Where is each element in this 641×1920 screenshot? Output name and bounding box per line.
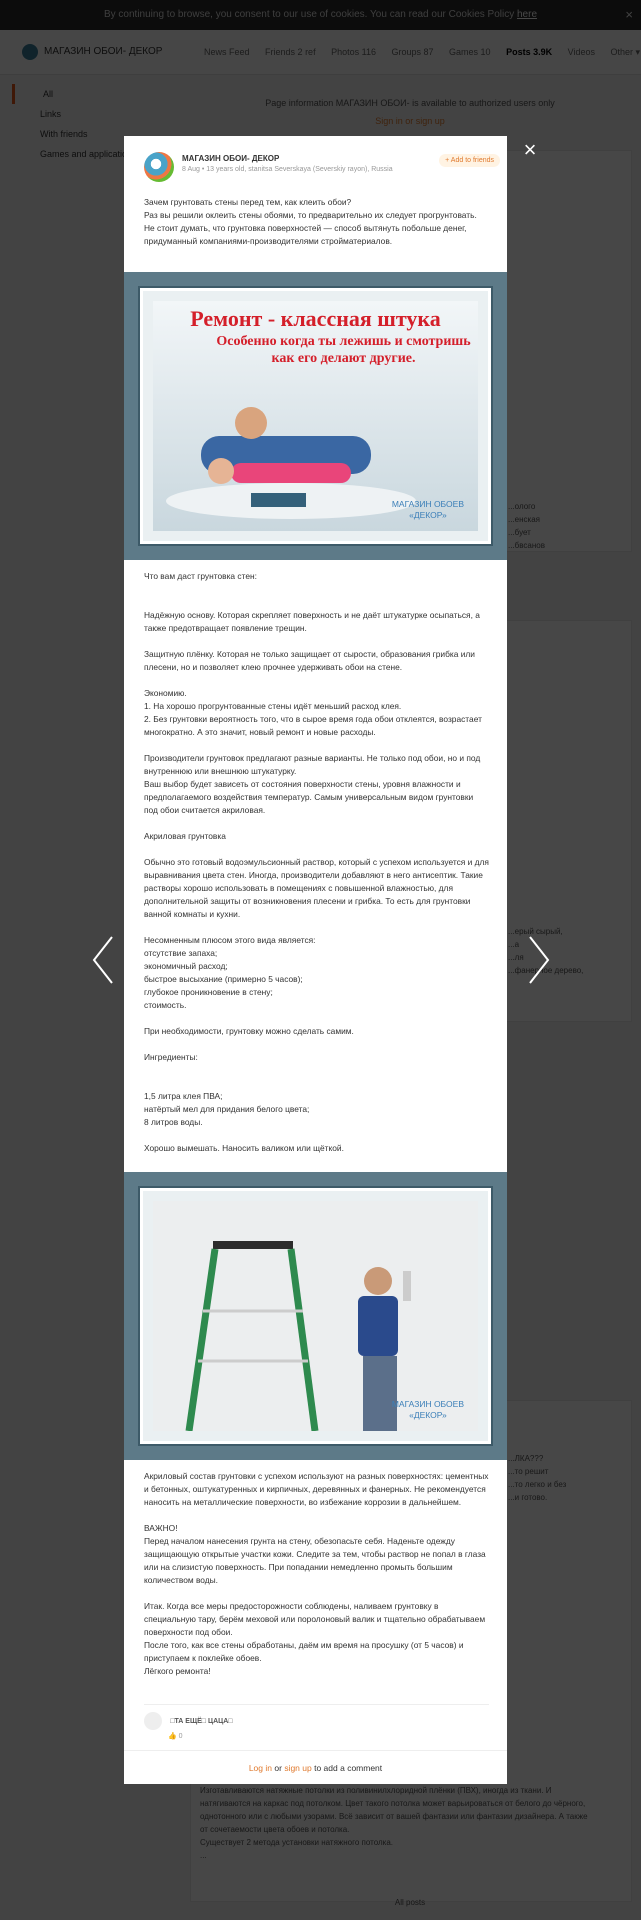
image-subline: Особенно когда ты лежишь и смотришь как его делают другие. (216, 334, 471, 366)
signup-link[interactable]: sign up (284, 1763, 312, 1773)
post-image[interactable] (124, 272, 507, 560)
comment-prompt (124, 1750, 507, 1785)
image-frame (140, 288, 491, 544)
post-body: Что вам даст грунтовка стен: Надёжную основу. Которая скрепляет поверхность и не даёт штукатурке осыпаться, а также предотвращает появление трещин. Защитную плёнку. Которая не только защищает от сырости, образования грибка или плесени, но и позволяет клею прочнее удерживать обои на стене. Экономию. 1. На хорошо прогрунтованные стены идёт меньший расход клея. 2. Без грунтовки вероятность того, что в сырое время года обои отклеятся, возрастает многократно. А это значит, новый ремонт и новые расходы. Производители грунтовок предлагают разные варианты. Не только под обои, но и под внутреннюю или внешнюю штукатурку. Ваш выбор будет зависеть от состояния поверхности стены, уровня влажности и предполагаемого воздействия температур. Самым универсальным видом грунтовки под обои считается акриловая. Акриловая грунтовка Обычно это готовый водоэмульсионный раствор, который с успехом используется и для выравнивания цвета стен. Иногда, производители добавляют в него антисептик. Такие растворы хорошо использовать в помещениях с повышенной влажностью, для дополнительной защиты от возникновения плесени и грибка. То есть для грунтовки ванной комнаты и кухни. Несомненным плюсом этого вида является: отсутствие запаха; экономичный расход; быстрое высыхание (примерно 5 часов); глубокое проникновение в стену; стоимость. При необходимости, грунтовку можно сделать самим. Ингредиенты: 1,5 литра клея ПВА; натёртый мел для придания белого цвета; 8 литров воды. Хорошо вымешать. Наносить валиком или щёткой. (144, 571, 489, 1153)
image-frame (140, 1188, 491, 1444)
image-shop-caption: МАГАЗИН ОБОЕВ «ДЕКОР» (391, 1399, 464, 1420)
post-header (144, 152, 494, 192)
next-arrow-icon[interactable] (522, 935, 552, 985)
author-name[interactable]: МАГАЗИН ОБОИ- ДЕКОР (182, 154, 280, 163)
reactor-name[interactable]: □ТА ЕЩЁ□ ЦАЦА□ (170, 1718, 233, 1726)
couple-illustration (161, 381, 421, 521)
prev-arrow-icon[interactable] (90, 935, 120, 985)
author-avatar[interactable] (144, 152, 174, 182)
divider (144, 1704, 489, 1705)
image-headline: Ремонт - классная штука (190, 306, 441, 331)
close-icon[interactable]: × (523, 137, 537, 162)
or-text: or (274, 1763, 282, 1773)
comment-suffix: to add a comment (314, 1763, 383, 1773)
image-content (153, 301, 478, 531)
like-count: 0 (178, 1733, 183, 1740)
post-intro: Зачем грунтовать стены перед тем, как клеить обои? Раз вы решили оклеить стены обоями, то предварительно их следует прогрунтовать. Не стоит думать, что грунтовка поверхностей — способ вытянуть побольше денег, придуманный компаниями-производителями стройматериалов. (144, 197, 477, 246)
post-image[interactable] (124, 1172, 507, 1460)
login-link[interactable]: Log in (248, 1763, 272, 1773)
like-icon[interactable]: 👍 (168, 1733, 177, 1740)
image-content (153, 1201, 478, 1431)
post-meta: 8 Aug • 13 years old, stanitsa Severskaya (Severskiy rayon), Russia (182, 166, 393, 173)
reaction-block (144, 1712, 233, 1740)
image-shop-caption: МАГАЗИН ОБОЕВ «ДЕКОР» (391, 499, 464, 520)
post-modal (124, 136, 507, 1784)
add-to-friends-button[interactable]: + Add to friends (439, 154, 500, 167)
post-outro: Акриловый состав грунтовки с успехом используют на разных поверхностях: цементных и бетонных, оштукатуренных и кирпичных, деревянных и фанерных. Не рекомендуется наносить на металлические поверхности, во избежание коррозии в дальнейшем. ВАЖНО! Перед началом нанесения грунта на стену, обезопасьте себя. Наденьте одежду защищающую открытые участки кожи. Следите за тем, чтобы раствор не попал в глаза или на слизистую поверхность. При попадании немедленно промыть большим количеством воды. Итак. Когда все меры предосторожности соблюдены, наливаем грунтовку в специальную тару, берём меховой или поролоновый валик и тщательно обрабатываем поверхности под обои. После того, как все стены обработаны, даём им время на просушку (от 5 часов) и приступаем к поклейке обоев. Лёгкого ремонта! (144, 1471, 489, 1676)
painter-illustration (153, 1201, 478, 1431)
reactor-avatar[interactable] (144, 1712, 162, 1730)
